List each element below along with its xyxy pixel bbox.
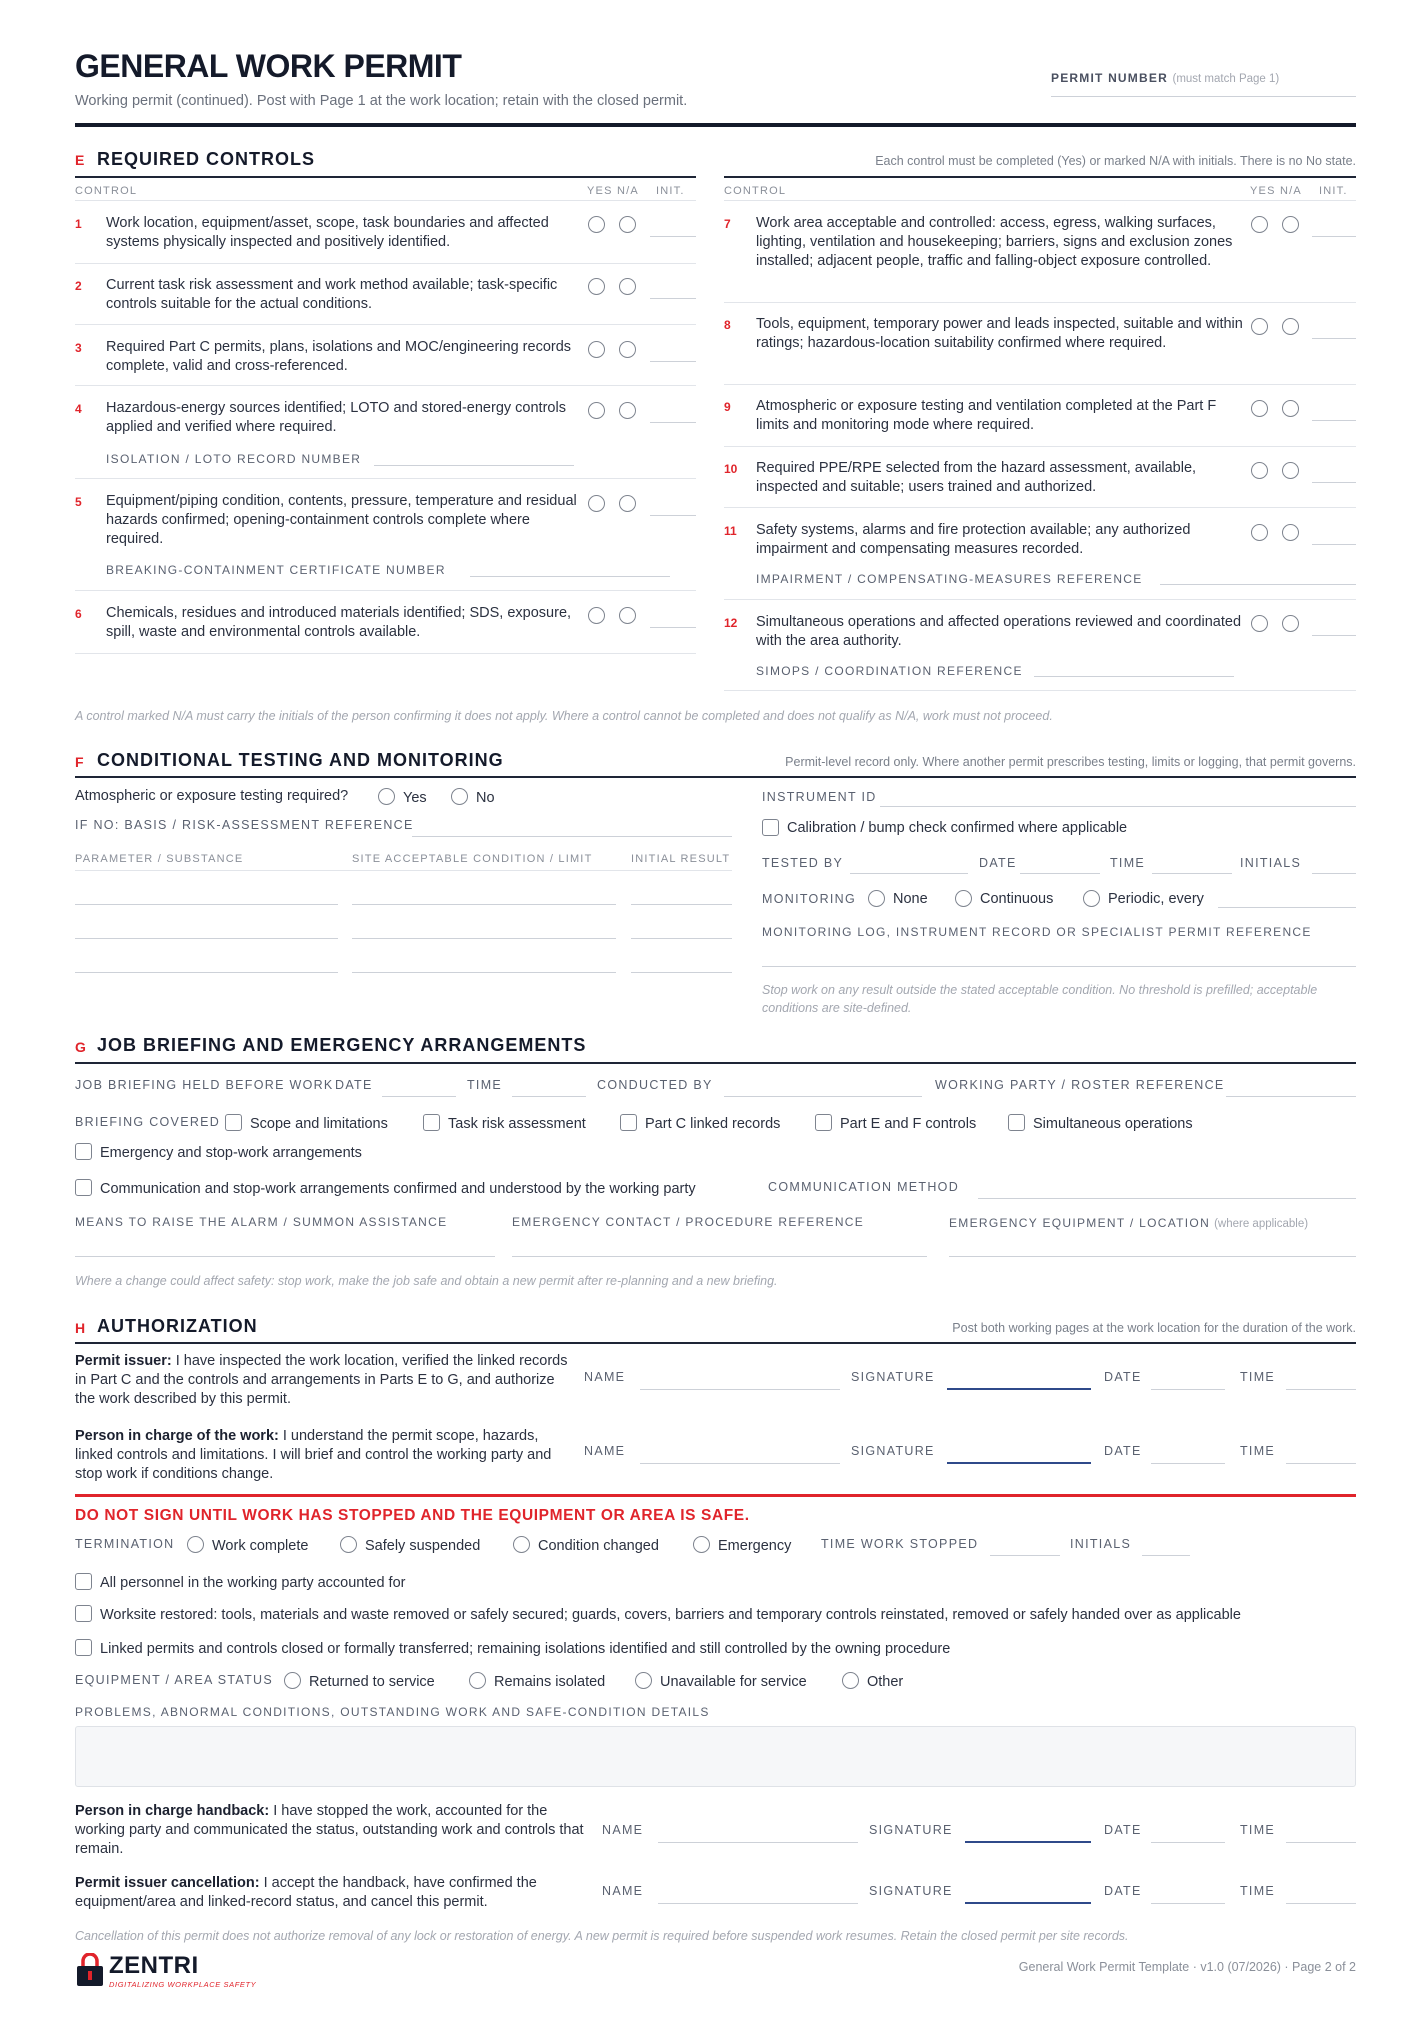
breaking-containment-field[interactable]	[470, 576, 670, 577]
limit-field[interactable]	[352, 904, 616, 905]
initials-field[interactable]	[1312, 544, 1356, 545]
na-radio[interactable]	[1282, 318, 1299, 335]
issuer-name-label: NAME	[584, 1370, 626, 1384]
emergency-checkbox[interactable]	[75, 1143, 92, 1160]
monitoring-log-label: MONITORING LOG, INSTRUMENT RECORD OR SPECIALIST PERMIT REFERENCE	[762, 925, 1312, 939]
basis-label: IF NO: BASIS / RISK-ASSESSMENT REFERENCE	[75, 818, 414, 832]
simops-checkbox[interactable]	[1008, 1114, 1025, 1131]
lock-icon	[75, 1953, 105, 1987]
monitoring-log-field[interactable]	[762, 966, 1356, 967]
date-field[interactable]	[1020, 873, 1100, 874]
linked-permits-checkbox[interactable]	[75, 1639, 92, 1656]
handback-date-field[interactable]	[1151, 1842, 1225, 1843]
limit-field[interactable]	[352, 938, 616, 939]
working-party-field[interactable]	[1226, 1096, 1356, 1097]
section-h-letter: H	[75, 1320, 86, 1336]
cancel-name-field[interactable]	[658, 1903, 858, 1904]
na-radio[interactable]	[619, 216, 636, 233]
working-party-label: WORKING PARTY / ROSTER REFERENCE	[935, 1078, 1225, 1092]
remains-isolated-radio[interactable]	[469, 1672, 486, 1689]
termination-initials-field[interactable]	[1142, 1555, 1190, 1556]
handback-signature-field[interactable]	[965, 1841, 1091, 1843]
section-e-rule	[75, 176, 696, 178]
pic-date-label: DATE	[1104, 1444, 1142, 1458]
section-g-title: JOB BRIEFING AND EMERGENCY ARRANGEMENTS	[97, 1035, 587, 1055]
safely-suspended-radio[interactable]	[340, 1536, 357, 1553]
section-e-footnote: A control marked N/A must carry the initials of the person confirming it does not apply. Where a control cannot be completed and does not qualify as N/A, work must not proceed.	[75, 709, 1053, 723]
emergency-radio[interactable]	[693, 1536, 710, 1553]
conducted-by-label: CONDUCTED BY	[597, 1078, 713, 1092]
briefing-date-field[interactable]	[382, 1096, 456, 1097]
conducted-by-field[interactable]	[724, 1096, 922, 1097]
pic-time-field[interactable]	[1286, 1463, 1356, 1464]
yes-radio[interactable]	[1251, 318, 1268, 335]
briefing-time-label: TIME	[467, 1078, 503, 1092]
briefing-date-label: DATE	[335, 1078, 373, 1092]
equipment-status-label: EQUIPMENT / AREA STATUS	[75, 1673, 273, 1687]
na-radio[interactable]	[1282, 400, 1299, 417]
issuer-time-field[interactable]	[1286, 1389, 1356, 1390]
page-title: GENERAL WORK PERMIT	[75, 48, 462, 84]
time-work-stopped-label: TIME WORK STOPPED	[821, 1537, 979, 1551]
monitoring-none-radio[interactable]	[868, 890, 885, 907]
scope-label: Scope and limitations	[250, 1116, 388, 1132]
na-radio[interactable]	[1282, 615, 1299, 632]
na-radio[interactable]	[619, 495, 636, 512]
result-field[interactable]	[631, 972, 732, 973]
section-e-note: Each control must be completed (Yes) or marked N/A with initials. There is no No state.	[875, 154, 1356, 168]
monitoring-label: MONITORING	[762, 892, 857, 906]
tested-by-label: TESTED BY	[762, 856, 844, 870]
initials-field[interactable]	[650, 515, 696, 516]
col-init-right: INIT.	[1319, 185, 1348, 197]
section-e-letter: E	[75, 152, 85, 168]
cancel-date-field[interactable]	[1151, 1903, 1225, 1904]
handback-time-field[interactable]	[1286, 1842, 1356, 1843]
param-field[interactable]	[75, 938, 338, 939]
initials-field[interactable]	[650, 298, 696, 299]
col-yes-right: YES	[1250, 185, 1276, 197]
yes-radio[interactable]	[1251, 400, 1268, 417]
instrument-id-label: INSTRUMENT ID	[762, 790, 877, 804]
monitoring-continuous-radio[interactable]	[955, 890, 972, 907]
remains-isolated-label: Remains isolated	[494, 1674, 606, 1690]
personnel-accounted-label: All personnel in the working party accounted for	[100, 1575, 406, 1591]
initials-field[interactable]	[650, 627, 696, 628]
issuer-signature-field[interactable]	[947, 1388, 1091, 1390]
impairment-label: IMPAIRMENT / COMPENSATING-MEASURES REFERENCE	[756, 572, 1143, 586]
yes-radio[interactable]	[1251, 216, 1268, 233]
handback-name-label: NAME	[602, 1823, 644, 1837]
returned-to-service-radio[interactable]	[284, 1672, 301, 1689]
communication-checkbox[interactable]	[75, 1179, 92, 1196]
problems-label: PROBLEMS, ABNORMAL CONDITIONS, OUTSTANDING WORK AND SAFE-CONDITION DETAILS	[75, 1705, 710, 1719]
handback-date-label: DATE	[1104, 1823, 1142, 1837]
instrument-id-field[interactable]	[880, 806, 1356, 807]
cancellation-statement: Permit issuer cancellation: I accept the handback, have confirmed the equipment/area and linked-record status, and cancel this permit.	[75, 1875, 537, 1910]
permit-page: GENERAL WORK PERMIT Working permit (continued). Post with Page 1 at the work location; retain with the closed permit. PERMIT NUMBER (must match Page 1) E REQUIRED CONTROLS Each control must be completed (Yes) or marked N/A with initials. There is no No state. CONTROL YES N/A INIT. CONTROL YES N/A INIT. 1 Work location, equipment/asset, scope, task boundaries and affected systems physically inspected and positively identified. 2 Current task risk assessment and work method available; task-specific controls suitable for the actual conditions. 3 Required Part C permits, plans, isolations and MOC/engineering records complete, valid and cross-referenced. 4 Hazardous-energy sources identified; LOTO and stored-energy controls applied and verified where required. ISOLATION / LOTO RECORD NUMBER 5 Equipment/piping condition, contents, pressure, temperature and residual hazards confirmed; opening-containment controls complete where required. BREAKING-CONTAINMENT CERTIFICATE NUMBER 6 Chemicals, residues and introduced materials identified; SDS, exposure, spill, waste and environmental controls available. 7 Work area acceptable and controlled: access, egress, walking surfaces, lighting, ventilation and housekeeping; barriers, signs and exclusion zones installed; adjacent people, traffic and falling-object exposure controlled. 8 Tools, equipment, temporary power and leads inspected, suitable and within ratings; hazardous-location suitability confirmed where required. 9 Atmospheric or exposure testing and ventilation completed at the Part F limits and monitoring mode where required. 10 Required PPE/RPE selected from the hazard assessment, available, inspected and suitable; users trained and authorized. 11 Safety systems, alarms and fire protection available; any authorized impairment and compensating measures recorded. IMPAIRMENT / COMPENSATING-MEASURES REFERENCE 12 Simultaneous operations and affected operations reviewed and coordinated with the area authority. SIMOPS / COORDINATION REFERENCE A control marked N/A must carry the initials of the person confirming it does not apply. Where a control cannot be completed and does not qualify as N/A, work must not proceed. F CONDITIONAL TESTING AND MONITORING Permit-level record only. Where another permit prescribes testing, limits or logging, that permit governs. Atmospheric or exposure testing required? Yes No IF NO: BASIS / RISK-ASSESSMENT REFERENCE PARAMETER / SUBSTANCE SITE ACCEPTABLE CONDITION / LIMIT INITIAL RESULT INSTRUMENT ID Calibration / bump check confirmed where applicable TESTED BY DATE TIME INITIALS MONITORING None Continuous Periodic, every MONITORING LOG, INSTRUMENT RECORD OR SPECIALIST PERMIT REFERENCE Stop work on any result outside the stated acceptable condition. No threshold is prefilled; acceptable conditions are site-defined. G JOB BRIEFING AND EMERGENCY ARRANGEMENTS JOB BRIEFING HELD BEFORE WORK DATE TIME CONDUCTED BY WORKING PARTY / ROSTER REFERENCE BRIEFING COVERED Scope and limitations Task risk assessment Part C linked records Part E and F controls Simultaneous operations Emergency and stop-work arrangements Communication and stop-work arrangements confirmed and understood by the working party COMMUNICATION METHOD MEANS TO RAISE THE ALARM / SUMMON ASSISTANCE EMERGENCY CONTACT / PROCEDURE REFERENCE EMERGENCY EQUIPMENT / LOCATION (where applicable) Where a change could affect safety: stop work, make the job safe and obtain a new permit after re-planning and a new briefing. H AUTHORIZATION Post both working pages at the work location for the duration of the work. Permit issuer: I have inspected the work location, verified the linked records in Part C and the controls and arrangements in Parts E to G, and authorize the work described by this permit. NAME SIGNATURE DATE TIME Person in charge of the work: I understand the permit scope, hazards, linked controls and limitations. I will brief and control the working party and stop work if conditions change. NAME SIGNATURE DATE TIME DO NOT SIGN UNTIL WORK HAS STOPPED AND THE EQUIPMENT OR AREA IS SAFE. TERMINATION Work complete Safely suspended Condition changed Emergency TIME WORK STOPPED INITIALS All personnel in the working party accounted for Worksite restored: tools, materials and waste removed or safely secured; guards, covers, barriers and temporary controls reinstated, removed or safely handed over as applicable Linked permits and controls closed or formally transferred; remaining isolations identified and still controlled by the owning procedure EQUIPMENT / AREA STATUS Returned to service Remains isolated Unavailable for service Other PROBLEMS, ABNORMAL CONDITIONS, OUTSTANDING WORK AND SAFE-CONDITION DETAILS Person in charge handback: I have stopped the work, accounted for the working party and communicated the status, outstanding work and controls that remain. NAME SIGNATURE DATE TIME Permit issuer cancellation: I accept the handback, have confirmed the equipment/area and linked-record status, and cancel this permit. NAME SIGNATURE DATE TIME Cancellation of this permit does not authorize removal of any lock or restoration of energy. A new permit is required before suspended work resumes. Retain the closed permit per site records. ZENTRI DIGITALIZING WORKPLACE SAFETY General Work Permit Template · v1.0 (07/2026) · Page 2 of 2	[0, 0, 1427, 2020]
col-na-right: N/A	[1280, 185, 1302, 197]
warning-text: DO NOT SIGN UNTIL WORK HAS STOPPED AND THE EQUIPMENT OR AREA IS SAFE.	[75, 1507, 750, 1524]
section-g-rule	[75, 1062, 1356, 1064]
section-h-rule	[75, 1342, 1356, 1344]
section-h-title: AUTHORIZATION	[97, 1316, 258, 1336]
simops-covered-label: Simultaneous operations	[1033, 1116, 1193, 1132]
part-e-f-checkbox[interactable]	[815, 1114, 832, 1131]
section-g-footnote: Where a change could affect safety: stop work, make the job safe and obtain a new permit after re-planning and a new briefing.	[75, 1274, 778, 1288]
risk-assessment-label: Task risk assessment	[448, 1116, 586, 1132]
cancel-signature-label: SIGNATURE	[869, 1884, 953, 1898]
yes-radio[interactable]	[588, 607, 605, 624]
na-radio[interactable]	[1282, 216, 1299, 233]
initials-field[interactable]	[1312, 635, 1356, 636]
pic-date-field[interactable]	[1151, 1463, 1225, 1464]
permit-number-label: PERMIT NUMBER (must match Page 1)	[1051, 71, 1280, 85]
part-c-label: Part C linked records	[645, 1116, 781, 1132]
emergency-equipment-label: EMERGENCY EQUIPMENT / LOCATION (where applicable)	[949, 1216, 1309, 1230]
yes-radio[interactable]	[588, 495, 605, 512]
tested-by-field[interactable]	[850, 873, 968, 874]
unavailable-radio[interactable]	[635, 1672, 652, 1689]
permit-issuer-statement: Permit issuer: I have inspected the work location, verified the linked records in Part C and the controls and arrangements in Parts E to G, and authorize the work described by this permit.	[75, 1353, 568, 1407]
handback-statement: Person in charge handback: I have stopped the work, accounted for the working party and communicated the status, outstanding work and controls that remain.	[75, 1803, 584, 1857]
zentri-logo	[75, 1950, 255, 1992]
simops-field[interactable]	[1034, 676, 1234, 677]
termination-label: TERMINATION	[75, 1537, 175, 1551]
briefing-covered-label: BRIEFING COVERED	[75, 1115, 221, 1129]
briefing-time-field[interactable]	[512, 1096, 586, 1097]
date-label: DATE	[979, 856, 1017, 870]
condition-changed-radio[interactable]	[513, 1536, 530, 1553]
initials-field[interactable]	[650, 236, 696, 237]
pic-time-label: TIME	[1240, 1444, 1276, 1458]
section-f-title: CONDITIONAL TESTING AND MONITORING	[97, 750, 504, 770]
monitoring-none-label: None	[893, 891, 928, 907]
initials-field[interactable]	[650, 361, 696, 362]
communication-label: Communication and stop-work arrangements confirmed and understood by the working party	[100, 1181, 696, 1197]
param-header: PARAMETER / SUBSTANCE	[75, 853, 244, 865]
alarm-label: MEANS TO RAISE THE ALARM / SUMMON ASSISTANCE	[75, 1215, 448, 1229]
permit-number-field[interactable]	[1051, 96, 1356, 97]
returned-to-service-label: Returned to service	[309, 1674, 435, 1690]
yes-radio[interactable]	[588, 341, 605, 358]
initials-field[interactable]	[1312, 236, 1356, 237]
na-radio[interactable]	[619, 607, 636, 624]
other-label: Other	[867, 1674, 904, 1690]
calibration-label: Calibration / bump check confirmed where applicable	[787, 820, 1128, 836]
col-control-right: CONTROL	[724, 185, 787, 197]
isolation-loto-label: ISOLATION / LOTO RECORD NUMBER	[106, 452, 362, 466]
time-field[interactable]	[1152, 873, 1232, 874]
section-g-letter: G	[75, 1039, 86, 1055]
section-f-footnote: Stop work on any result outside the stated acceptable condition. No threshold is prefilled; acceptable conditions are site-defined.	[762, 983, 1318, 1015]
result-field[interactable]	[631, 904, 732, 905]
breaking-containment-label: BREAKING-CONTAINMENT CERTIFICATE NUMBER	[106, 563, 446, 577]
warning-rule	[75, 1494, 1356, 1497]
safely-suspended-label: Safely suspended	[365, 1538, 481, 1554]
termination-initials-label: INITIALS	[1070, 1537, 1132, 1551]
col-control-left: CONTROL	[75, 185, 138, 197]
yes-radio[interactable]	[588, 216, 605, 233]
issuer-date-field[interactable]	[1151, 1389, 1225, 1390]
condition-changed-label: Condition changed	[538, 1538, 659, 1554]
footer-version: General Work Permit Template · v1.0 (07/2026) · Page 2 of 2	[1018, 1960, 1356, 1974]
cancel-name-label: NAME	[602, 1884, 644, 1898]
pic-signature-field[interactable]	[947, 1462, 1091, 1464]
time-work-stopped-field[interactable]	[990, 1555, 1060, 1556]
yes-radio[interactable]	[588, 278, 605, 295]
initials-field[interactable]	[1312, 482, 1356, 483]
worksite-restored-checkbox[interactable]	[75, 1605, 92, 1622]
pic-name-field[interactable]	[640, 1463, 840, 1464]
yes-radio[interactable]	[1251, 462, 1268, 479]
limit-field[interactable]	[352, 972, 616, 973]
na-radio[interactable]	[619, 402, 636, 419]
param-field[interactable]	[75, 904, 338, 905]
unavailable-label: Unavailable for service	[660, 1674, 807, 1690]
briefing-held-label: JOB BRIEFING HELD BEFORE WORK	[75, 1078, 334, 1092]
initials-field[interactable]	[1312, 873, 1356, 874]
header-rule	[75, 123, 1356, 127]
testing-no-label: No	[476, 790, 495, 806]
logo-wordmark: ZENTRI	[109, 1952, 199, 1979]
emergency-contact-label: EMERGENCY CONTACT / PROCEDURE REFERENCE	[512, 1215, 865, 1229]
logo-tagline: DIGITALIZING WORKPLACE SAFETY	[109, 1980, 257, 1989]
emergency-label: Emergency and stop-work arrangements	[100, 1145, 362, 1161]
time-label: TIME	[1110, 856, 1146, 870]
isolation-loto-field[interactable]	[374, 465, 574, 466]
cancel-signature-field[interactable]	[965, 1902, 1091, 1904]
issuer-name-field[interactable]	[640, 1389, 840, 1390]
simops-label: SIMOPS / COORDINATION REFERENCE	[756, 664, 1023, 678]
personnel-accounted-checkbox[interactable]	[75, 1573, 92, 1590]
section-h-footnote: Cancellation of this permit does not authorize removal of any lock or restoration of energy. A new permit is required before suspended work resumes. Retain the closed permit per site records.	[75, 1929, 1129, 1943]
emergency-option-label: Emergency	[718, 1538, 792, 1554]
risk-assessment-checkbox[interactable]	[423, 1114, 440, 1131]
yes-radio[interactable]	[1251, 524, 1268, 541]
yes-radio[interactable]	[1251, 615, 1268, 632]
work-complete-label: Work complete	[212, 1538, 309, 1554]
work-complete-radio[interactable]	[187, 1536, 204, 1553]
section-e-title: REQUIRED CONTROLS	[97, 149, 316, 169]
col-na-left: N/A	[617, 185, 639, 197]
yes-radio[interactable]	[588, 402, 605, 419]
emergency-contact-field[interactable]	[512, 1256, 927, 1257]
na-radio[interactable]	[619, 278, 636, 295]
handback-signature-label: SIGNATURE	[869, 1823, 953, 1837]
param-field[interactable]	[75, 972, 338, 973]
other-radio[interactable]	[842, 1672, 859, 1689]
col-yes-left: YES	[587, 185, 613, 197]
handback-name-field[interactable]	[658, 1842, 858, 1843]
testing-required-label: Atmospheric or exposure testing required?	[75, 788, 349, 804]
section-f-note: Permit-level record only. Where another permit prescribes testing, limits or logging, that permit governs.	[785, 755, 1356, 769]
testing-no-radio[interactable]	[451, 788, 468, 805]
person-in-charge-statement: Person in charge of the work: I understand the permit scope, hazards, linked controls and limitations. I will brief and control the working party and stop work if conditions change.	[75, 1428, 552, 1482]
handback-time-label: TIME	[1240, 1823, 1276, 1837]
monitoring-periodic-label: Periodic, every	[1108, 891, 1204, 907]
result-field[interactable]	[631, 938, 732, 939]
na-radio[interactable]	[1282, 462, 1299, 479]
cancel-date-label: DATE	[1104, 1884, 1142, 1898]
section-f-rule	[75, 776, 1356, 778]
na-radio[interactable]	[619, 341, 636, 358]
communication-method-field[interactable]	[978, 1198, 1356, 1199]
pic-signature-label: SIGNATURE	[851, 1444, 935, 1458]
issuer-time-label: TIME	[1240, 1370, 1276, 1384]
monitoring-periodic-radio[interactable]	[1083, 890, 1100, 907]
calibration-checkbox[interactable]	[762, 819, 779, 836]
scope-checkbox[interactable]	[225, 1114, 242, 1131]
problems-textarea[interactable]	[75, 1726, 1356, 1787]
emergency-equipment-field[interactable]	[949, 1256, 1356, 1257]
periodic-interval-field[interactable]	[1218, 907, 1356, 908]
cancel-time-field[interactable]	[1286, 1903, 1356, 1904]
initials-label: INITIALS	[1240, 856, 1302, 870]
basis-field[interactable]	[412, 836, 732, 837]
issuer-signature-label: SIGNATURE	[851, 1370, 935, 1384]
initial-result-header: INITIAL RESULT	[631, 853, 731, 865]
section-f-letter: F	[75, 754, 84, 770]
impairment-field[interactable]	[1160, 584, 1356, 585]
monitoring-continuous-label: Continuous	[980, 891, 1054, 907]
page-subtitle: Working permit (continued). Post with Page 1 at the work location; retain with the closed permit.	[75, 93, 688, 109]
issuer-date-label: DATE	[1104, 1370, 1142, 1384]
part-c-checkbox[interactable]	[620, 1114, 637, 1131]
linked-permits-label: Linked permits and controls closed or formally transferred; remaining isolations identified and still controlled by the owning procedure	[100, 1641, 951, 1657]
communication-method-label: COMMUNICATION METHOD	[768, 1180, 960, 1194]
col-init-left: INIT.	[656, 185, 685, 197]
testing-yes-radio[interactable]	[378, 788, 395, 805]
part-e-f-label: Part E and F controls	[840, 1116, 977, 1132]
cancel-time-label: TIME	[1240, 1884, 1276, 1898]
worksite-restored-label: Worksite restored: tools, materials and waste removed or safely secured; guards, covers, barriers and temporary controls reinstated, removed or safely handed over as applicable	[100, 1607, 1241, 1623]
section-h-note: Post both working pages at the work location for the duration of the work.	[952, 1321, 1356, 1335]
alarm-field[interactable]	[75, 1256, 495, 1257]
testing-yes-label: Yes	[403, 790, 427, 806]
initials-field[interactable]	[1312, 420, 1356, 421]
pic-name-label: NAME	[584, 1444, 626, 1458]
initials-field[interactable]	[650, 422, 696, 423]
site-limit-header: SITE ACCEPTABLE CONDITION / LIMIT	[352, 853, 593, 865]
section-e-rule-right	[724, 176, 1356, 178]
na-radio[interactable]	[1282, 524, 1299, 541]
initials-field[interactable]	[1312, 338, 1356, 339]
